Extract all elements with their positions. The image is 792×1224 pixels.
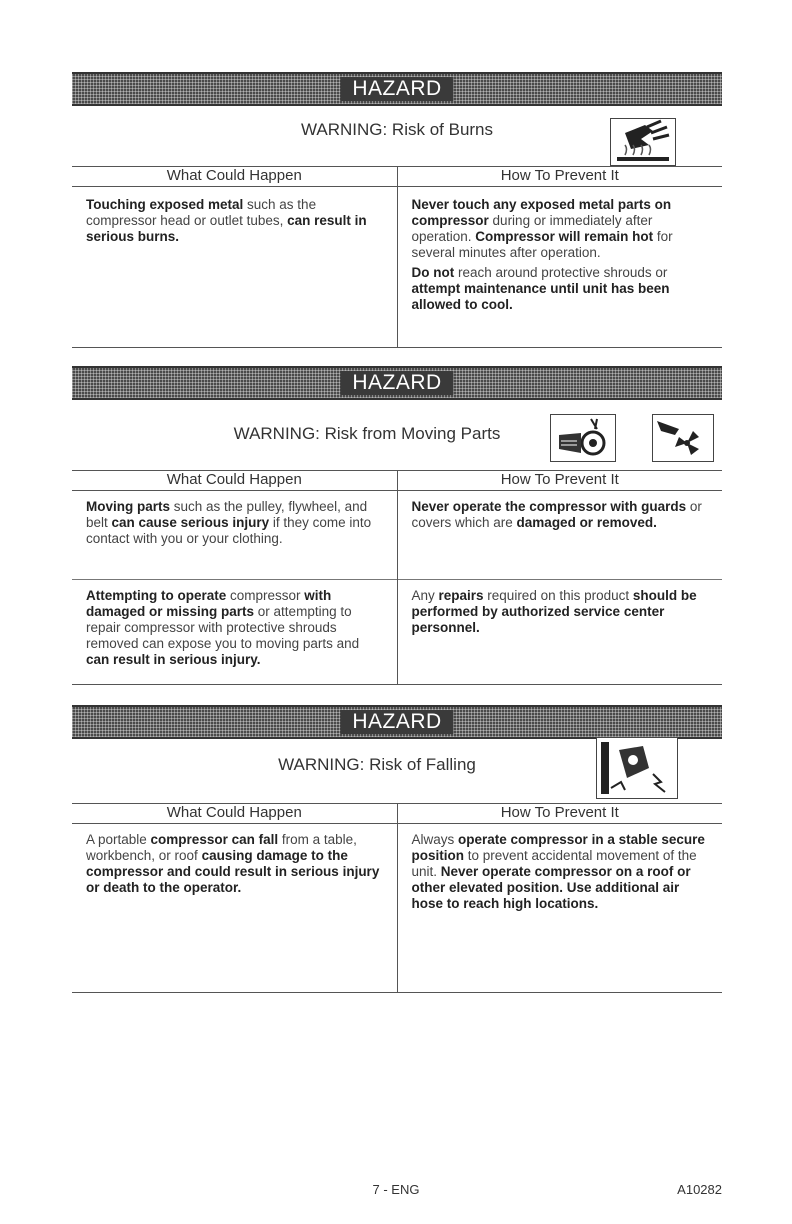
hazard-section-falling xyxy=(72,705,722,993)
prevent-cell xyxy=(397,580,722,685)
hazard-banner-label: HAZARD xyxy=(340,710,453,734)
col-what-could-happen: What Could Happen xyxy=(72,167,397,187)
hot-surface-burn-icon xyxy=(610,118,676,166)
happen-cell xyxy=(72,491,397,580)
prevent-text: Do not reach around protective shrouds or attempt maintenance until unit has been allowed to cool. xyxy=(411,265,670,312)
col-what-could-happen: What Could Happen xyxy=(72,471,397,491)
falling-compressor-icon xyxy=(596,737,678,799)
col-how-to-prevent: How To Prevent It xyxy=(397,804,722,824)
hazard-table xyxy=(72,803,722,993)
col-how-to-prevent: How To Prevent It xyxy=(397,471,722,491)
warning-title: WARNING: Risk from Moving Parts xyxy=(233,424,501,443)
prevent-text: Never operate the compressor with guards or covers which are damaged or removed. xyxy=(411,499,702,530)
document-code: A10282 xyxy=(677,1182,722,1197)
belt-pulley-entanglement-icon xyxy=(550,414,616,462)
hazard-section-burns xyxy=(72,72,722,348)
prevent-cell xyxy=(397,491,722,580)
prevent-text: Always operate compressor in a stable secure position to prevent accidental movement of the unit. Never operate compressor on a roof or other elevated position. Use additional air hose to reach high locations. xyxy=(411,832,705,911)
happen-cell xyxy=(72,824,397,993)
prevent-cell xyxy=(397,187,722,348)
happen-text: Touching exposed metal such as the compressor head or outlet tubes, can result in serious burns. xyxy=(86,197,367,244)
happen-text: Moving parts such as the pulley, flywheel, and belt can cause serious injury if they come into contact with you or your clothing. xyxy=(86,499,372,546)
col-how-to-prevent: How To Prevent It xyxy=(397,167,722,187)
warning-title: WARNING: Risk of Burns xyxy=(300,120,494,139)
hazard-banner xyxy=(72,366,722,400)
hazard-section-moving-parts xyxy=(72,366,722,685)
prevent-text: Never touch any exposed metal parts on compressor during or immediately after operation. Compressor will remain hot for several minutes after operation. xyxy=(411,197,673,260)
prevent-text: Any repairs required on this product should be performed by authorized service center personnel. xyxy=(411,588,697,635)
col-what-could-happen: What Could Happen xyxy=(72,804,397,824)
fan-blade-hand-icon xyxy=(652,414,714,462)
hazard-banner xyxy=(72,705,722,739)
hazard-banner-label: HAZARD xyxy=(340,371,453,395)
happen-cell xyxy=(72,580,397,685)
happen-text: A portable compressor can fall from a table, workbench, or roof causing damage to the compressor and could result in serious injury or death to the operator. xyxy=(86,832,380,895)
happen-cell xyxy=(72,187,397,348)
hazard-banner xyxy=(72,72,722,106)
hazard-table xyxy=(72,470,722,685)
warning-title: WARNING: Risk of Falling xyxy=(278,755,476,774)
prevent-cell xyxy=(397,824,722,993)
hazard-table xyxy=(72,166,722,348)
hazard-banner-label: HAZARD xyxy=(340,77,453,101)
happen-text: Attempting to operate compressor with damaged or missing parts or attempting to repair compressor with protective shrouds removed can expose you to moving parts and can result in serious injury. xyxy=(86,588,360,667)
page-number: 7 - ENG xyxy=(372,1182,420,1197)
